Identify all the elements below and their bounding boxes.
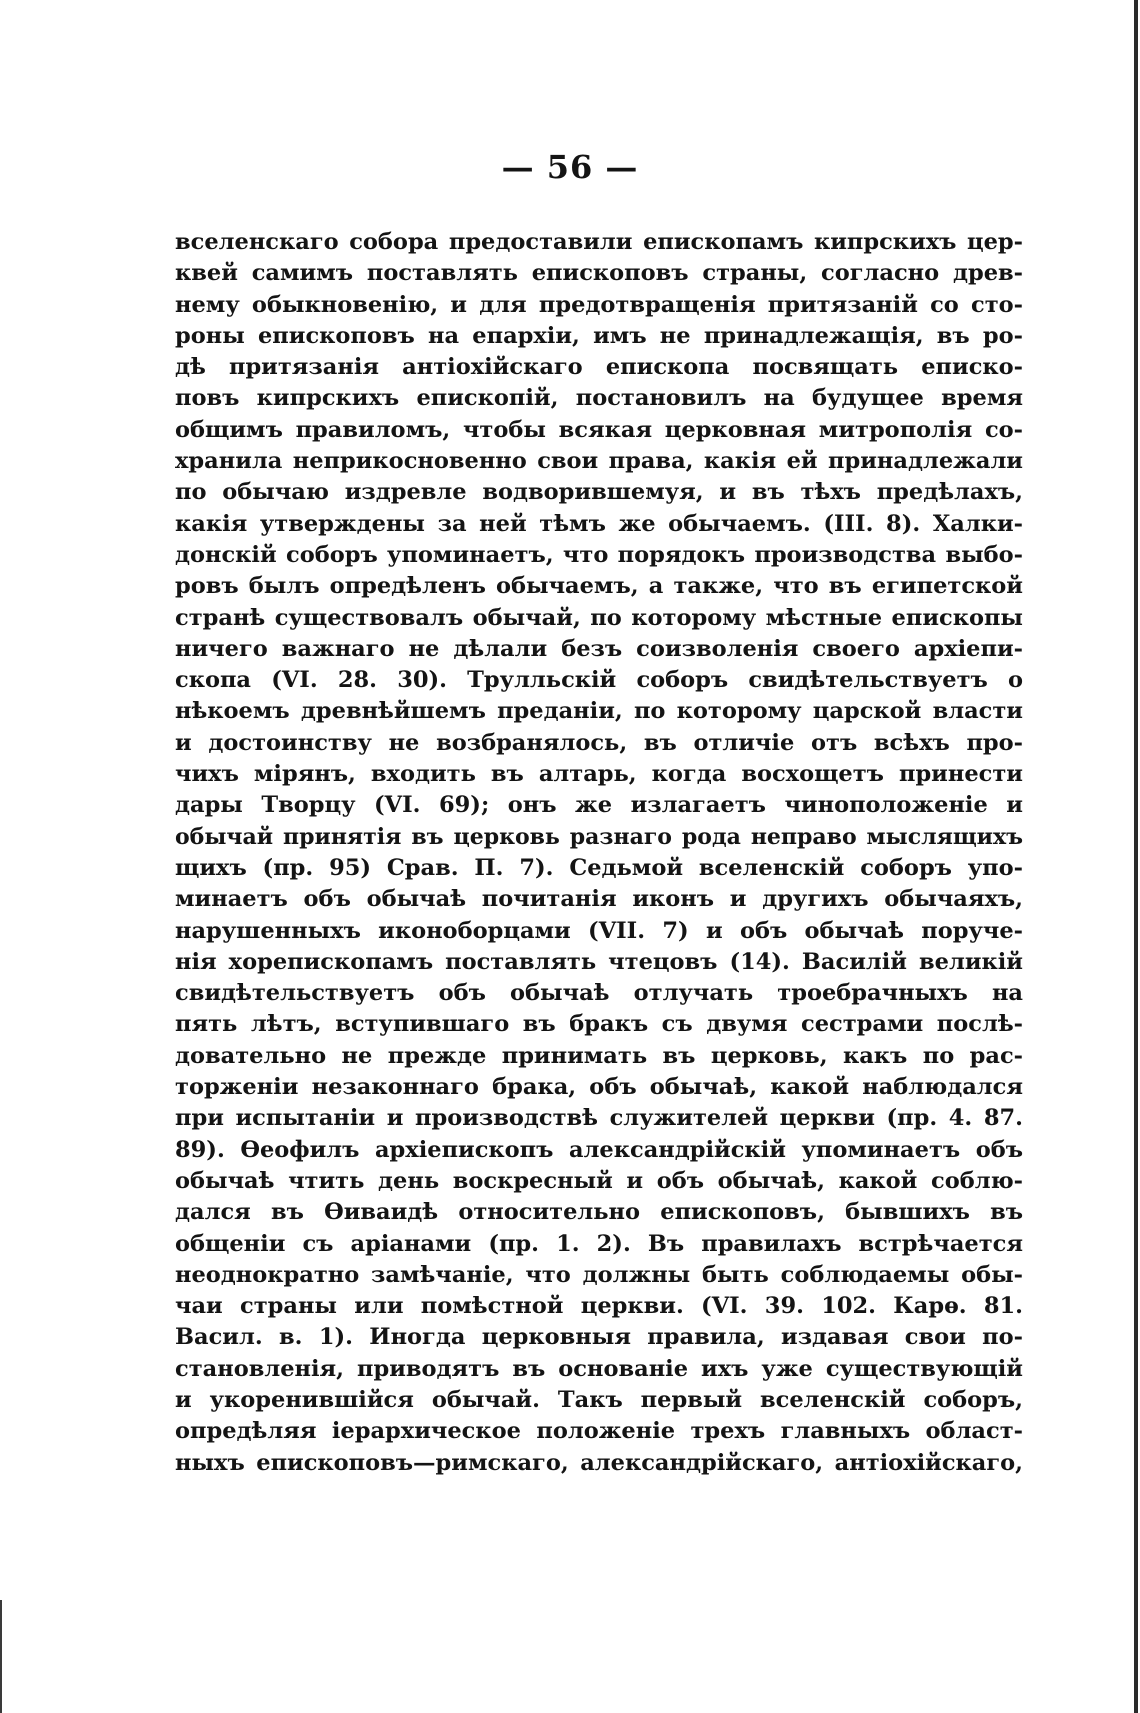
text-line: донскій соборъ упоминаетъ, что порядокъ производства выбо-	[175, 541, 1023, 568]
text-line: при испытаніи и производствѣ служителей церкви (пр. 4. 87.	[175, 1105, 1023, 1132]
text-line: неоднократно замѣчаніе, что должны быть соблюдаемы обы-	[175, 1261, 1023, 1288]
scan-edge-left	[0, 1600, 2, 1713]
text-line: ровъ былъ опредѣленъ обычаемъ, а также, что въ египетской	[175, 573, 1023, 600]
text-line: странѣ существовалъ обычай, по которому мѣстные епископы	[175, 604, 1023, 631]
text-line: обычай принятія въ церковь разнаго рода неправо мыслящихъ	[175, 823, 1023, 850]
text-line: ныхъ епископовъ—римскаго, александрійскаго, антіохійскаго,	[175, 1449, 1023, 1476]
text-line: становленія, приводятъ въ основаніе ихъ уже существующій	[175, 1355, 1023, 1382]
text-line: дался въ Ѳиваидѣ относительно епископовъ, бывшихъ въ	[175, 1199, 1023, 1226]
text-line: квей самимъ поставлять епископовъ страны, согласно древ-	[175, 260, 1023, 287]
text-line: нарушенныхъ иконоборцами (VII. 7) и объ обычаѣ поруче-	[175, 917, 1023, 944]
text-line: чихъ мірянъ, входить въ алтарь, когда восхощетъ принести	[175, 761, 1023, 788]
page-number: — 56 —	[501, 148, 639, 186]
text-line: ничего важнаго не дѣлали безъ соизволенія своего архіепи-	[175, 635, 1023, 662]
text-line: торженіи незаконнаго брака, объ обычаѣ, какой наблюдался	[175, 1074, 1023, 1101]
text-line: минаетъ объ обычаѣ почитанія иконъ и другихъ обычаяхъ,	[175, 886, 1023, 913]
text-line: общимъ правиломъ, чтобы всякая церковная митрополія со-	[175, 416, 1023, 443]
text-line: пять лѣтъ, вступившаго въ бракъ съ двумя сестрами послѣ-	[175, 1011, 1023, 1038]
text-line: повъ кипрскихъ епископій, постановилъ на будущее время	[175, 385, 1023, 412]
text-line: дѣ притязанія антіохійскаго епископа посвящать еписко-	[175, 354, 1023, 381]
text-line: и укоренившійся обычай. Такъ первый вселенскій соборъ,	[175, 1386, 1023, 1413]
text-line: роны епископовъ на епархіи, имъ не принадлежащія, въ ро-	[175, 322, 1023, 349]
text-line: дары Творцу (VI. 69); онъ же излагаетъ чиноположеніе и	[175, 792, 1023, 819]
text-line: по обычаю издревле водворившемуя, и въ тѣхъ предѣлахъ,	[175, 479, 1023, 506]
scan-edge-right	[1134, 0, 1138, 1713]
text-line: опредѣляя іерархическое положеніе трехъ главныхъ област-	[175, 1418, 1023, 1445]
text-line: свидѣтельствуетъ объ обычаѣ отлучать троебрачныхъ на	[175, 980, 1023, 1007]
text-line: нему обыкновенію, и для предотвращенія притязаній со сто-	[175, 291, 1023, 318]
text-line: 89). Ѳеофилъ архіепископъ александрійскій упоминаетъ объ	[175, 1136, 1023, 1163]
text-line: довательно не прежде принимать въ церковь, какъ по рас-	[175, 1042, 1023, 1069]
text-line: нія хорепископамъ поставлять чтецовъ (14). Василій великій	[175, 948, 1023, 975]
text-line: Васил. в. 1). Иногда церковныя правила, издавая свои по-	[175, 1324, 1023, 1351]
text-line: обычаѣ чтить день воскресный и объ обычаѣ, какой соблю-	[175, 1167, 1023, 1194]
text-line: чаи страны или помѣстной церкви. (VI. 39. 102. Карѳ. 81.	[175, 1293, 1023, 1320]
text-line: щихъ (пр. 95) Срав. П. 7). Седьмой вселенскій соборъ упо-	[175, 854, 1023, 881]
text-line: вселенскаго собора предоставили епископамъ кипрскихъ цер-	[175, 229, 1023, 255]
text-line: скопа (VI. 28. 30). Трулльскій соборъ свидѣтельствуетъ о	[175, 667, 1023, 694]
body-text	[175, 227, 1023, 1479]
text-line: общеніи съ аріанами (пр. 1. 2). Въ правилахъ встрѣчается	[175, 1230, 1023, 1257]
text-line: какія утверждены за ней тѣмъ же обычаемъ. (III. 8). Халки-	[175, 510, 1023, 537]
text-line: хранила неприкосновенно свои права, какія ей принадлежали	[175, 448, 1023, 475]
text-line: и достоинству не возбранялось, въ отличіе отъ всѣхъ про-	[175, 729, 1023, 756]
text-line: нѣкоемъ древнѣйшемъ преданіи, по которому царской власти	[175, 698, 1023, 725]
